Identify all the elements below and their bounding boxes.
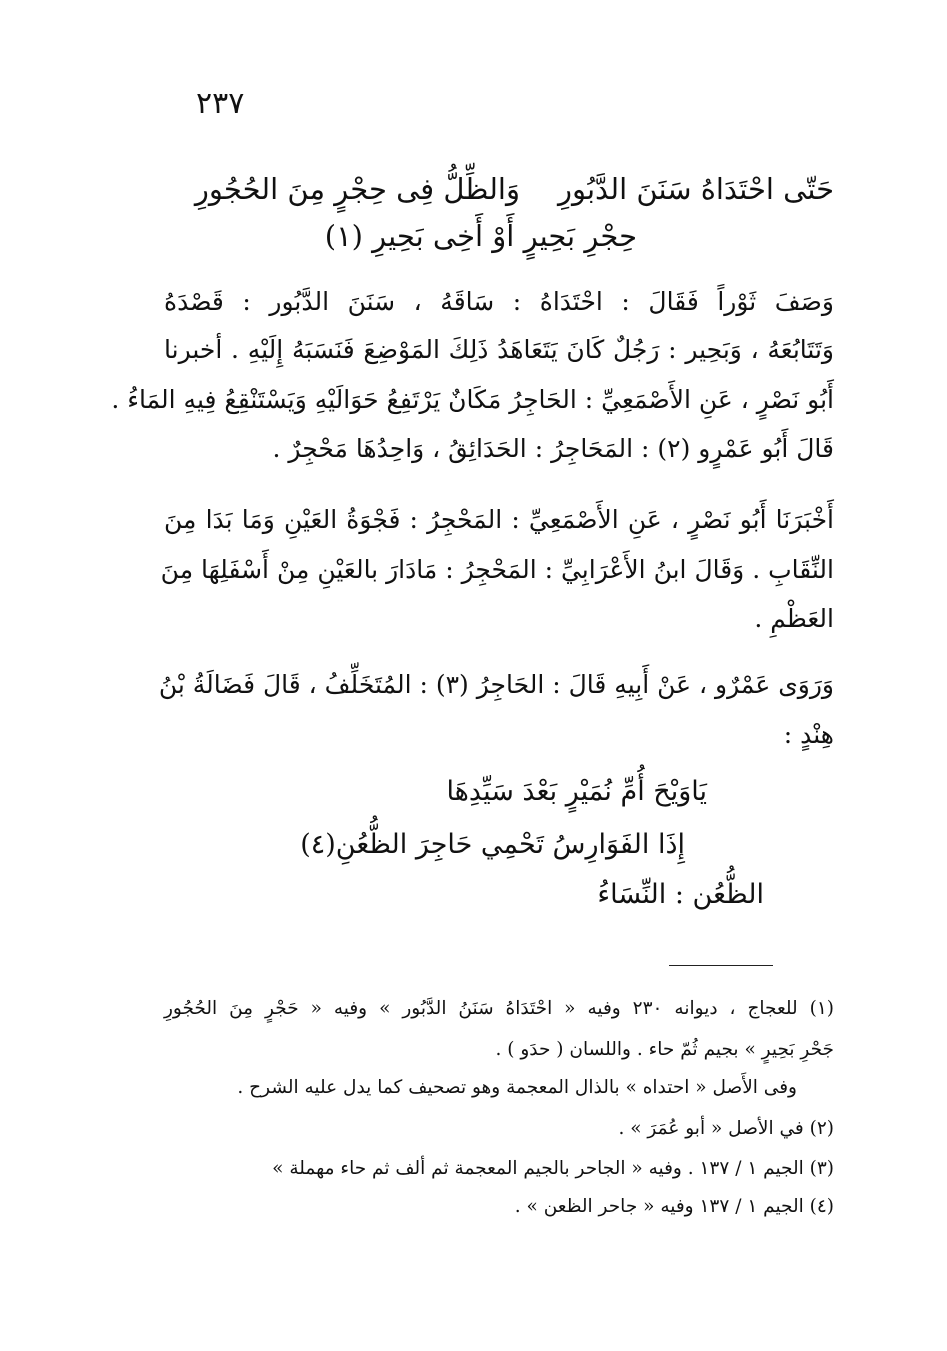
paragraph-2-line-1: أَخْبَرَنَا أَبُو نَصْرٍ ، عَنِ الأَصْمَعِيِّ : المَحْجِرُ : فَجْوَةُ العَيْنِ وَمَا بَدَا مِنَ — [164, 505, 834, 534]
paragraph-2-line-3: العَظْمِ . — [754, 604, 834, 633]
footnote-1-line-3: وفى الأَصل « احتداه » بالذال المعجمة وهو تصحيف كما يدل عليه الشرح . — [237, 1077, 797, 1098]
footnote-4: (٤) الجيم ١ / ١٣٧ وفيه « جاحر الظعن » . — [514, 1196, 834, 1217]
paragraph-2-line-2: النِّقَابِ . وَقَالَ ابنُ الأَعْرَابِيِّ : المَحْجِرُ : مَادَارَ بالعَيْنِ مِنْ أَسْفَلِهَا مِنَ — [160, 555, 834, 584]
paragraph-3-line-1: وَرَوَى عَمْرٌو ، عَنْ أَبِيهِ قَالَ : الحَاجِرُ (٣) : المُتَخَلِّفُ ، قَالَ فَضَالَةُ بْنُ — [158, 670, 834, 699]
footnote-2: (٢) في الأصل « أبو عُمَرَ » . — [618, 1118, 834, 1139]
verse-hemistich-1: حَتّى احْتَدَاهُ سَنَنَ الدَّبُورِ — [557, 172, 834, 206]
footnote-separator — [669, 965, 773, 966]
couplet-line-1: يَاوَيْحَ أُمِّ نُمَيْرٍ بَعْدَ سَيِّدِهَا — [446, 776, 707, 807]
paragraph-1-line-1: وَصَفَ ثَوْراً فَقَالَ : احْتَدَاهُ : سَاقَهُ ، سَنَنَ الدَّبُور : قَصْدَهُ — [164, 287, 834, 316]
couplet-line-2: إِذَا الفَوَارِسُ تَحْمِي حَاجِرَ الظُّعُنِ(٤) — [300, 829, 685, 860]
verse-line-2: حِجْرِ بَحِيرٍ أَوْ أَخِى بَحِيرِ (١) — [324, 219, 637, 253]
paragraph-1-line-2: وَتَتَابُعَهُ ، وَبَحِير : رَجُلٌ كَانَ يَتَعَاهَدُ ذَلِكَ المَوْضِعَ فَنَسَبَهُ إِلَيْهِ . أخبرنا — [164, 335, 834, 364]
footnote-3: (٣) الجيم ١ / ١٣٧ . وفيه « الجاحر بالجيم المعجمة ثم ألف ثم حاء مهملة » — [272, 1158, 834, 1179]
footnote-1-line-1: (١) للعجاج ، ديوانه ٢٣٠ وفيه « احْتَدَاهُ سَنَنُ الدَّبُور » وفيه « حَجْرٍ مِنَ الحُجُورِ — [164, 998, 834, 1019]
paragraph-1-line-3: أَبُو نَصْرٍ ، عَنِ الأَصْمَعِيِّ : الحَاجِرُ مَكَانٌ يَرْتَفِعُ حَوَالَيْهِ وَيَسْتَنْقِعُ فِيهِ المَاءُ . — [111, 385, 834, 414]
page-number: ٢٣٧ — [196, 86, 245, 121]
verse-hemistich-2: وَالظِّلُّ فِى حِجْرٍ مِنَ الحُجُورِ — [194, 172, 520, 206]
paragraph-3-line-2: هِنْدٍ : — [783, 720, 834, 749]
footnote-1-line-2: جَحْرِ بَحِيرٍ » بجيم ثُمّ حاء . واللسان ( حدَو ) . — [495, 1039, 834, 1060]
paragraph-1-line-4: قَالَ أَبُو عَمْرٍو (٢) : المَحَاجِرُ : الحَدَائِقُ ، وَاحِدُهَا مَحْجِرٌ . — [272, 434, 834, 463]
couplet-gloss: الظُّعُن : النِّسَاءُ — [597, 879, 764, 910]
